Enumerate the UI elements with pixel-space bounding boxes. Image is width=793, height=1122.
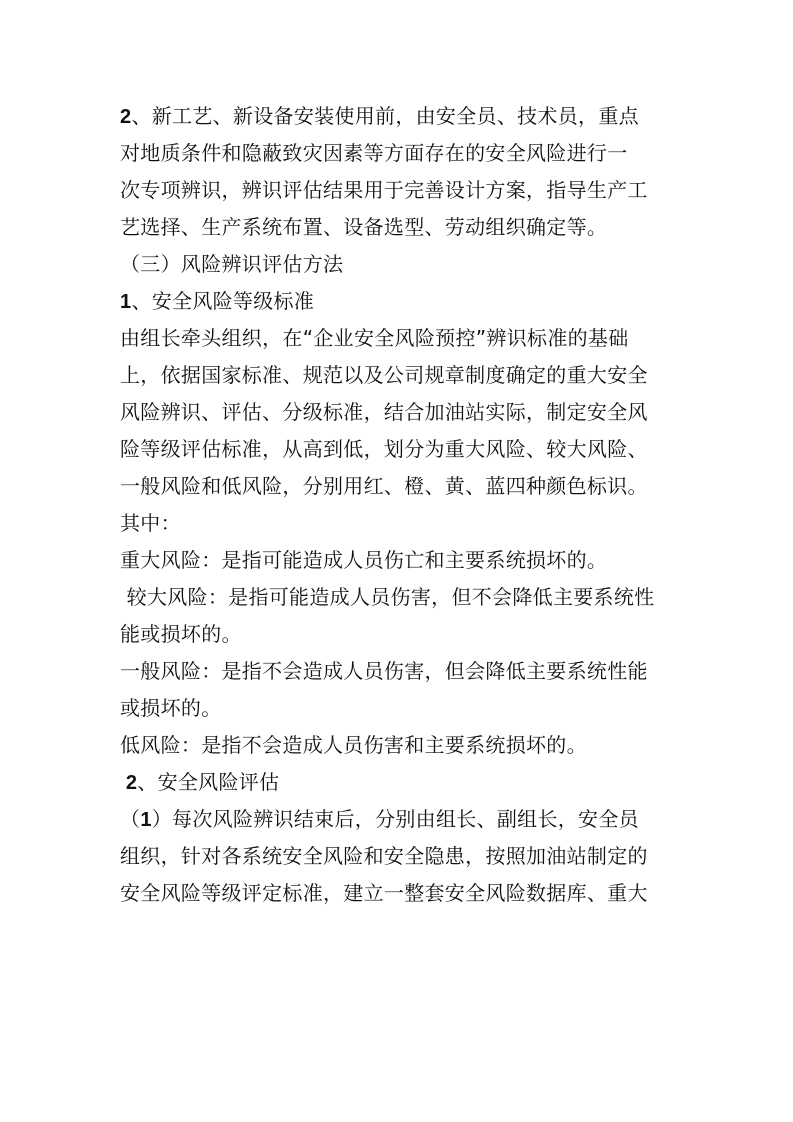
item-number: 2 <box>120 772 138 794</box>
item-number: 2 <box>120 106 132 128</box>
open-paren: （ <box>120 807 141 831</box>
text-line: 一般风险和低风险，分别用红、橙、黄、蓝四种颜色标识。 <box>120 474 648 498</box>
subheading-risk-level-standard <box>120 283 680 320</box>
text-line: 风险辨识、评估、分级标准，结合加油站实际，制定安全风 <box>120 400 648 424</box>
text-line <box>120 98 680 135</box>
text-line: 或损坏的。 <box>120 696 222 720</box>
text-line: 对地质条件和隐蔽致灾因素等方面存在的安全风险进行一 <box>120 141 628 165</box>
text-line: 次专项辨识，辨识评估结果用于完善设计方案，指导生产工 <box>120 178 648 202</box>
subheading-risk-assessment <box>120 764 680 801</box>
paragraph-general-risk <box>120 653 680 727</box>
text-line: 艺选择、生产系统布置、设备选型、劳动组织确定等。 <box>120 215 608 239</box>
text-line: 安全风险等级评定标准，建立一整套安全风险数据库、重大 <box>120 881 648 905</box>
section-heading-risk-methods <box>120 246 680 283</box>
line-text: ）每次风险辨识结束后，分别由组长、副组长，安全员 <box>151 807 639 831</box>
text-line: 能或损坏的。 <box>120 622 242 646</box>
paragraph-risk-standard-description <box>120 320 680 542</box>
text-line: 上，依据国家标准、规范以及公司规章制度确定的重大安全 <box>120 363 648 387</box>
paragraph-low-risk <box>120 727 680 764</box>
paragraph-major-risk <box>120 542 680 579</box>
item-number: 1 <box>140 809 152 831</box>
line-text: 、新工艺、新设备安装使用前，由安全员、技术员，重点 <box>131 104 639 128</box>
paragraph-new-process-equipment <box>120 98 680 246</box>
text-line: 险等级评估标准，从高到低，划分为重大风险、较大风险、 <box>120 437 648 461</box>
text-line: 由组长牵头组织，在“企业安全风险预控”辨识标准的基础 <box>120 326 629 350</box>
document-body <box>120 98 680 912</box>
text-line <box>120 801 680 838</box>
text-line <box>120 764 680 801</box>
paragraph-assessment-step-1 <box>120 801 680 912</box>
line-text: 、安全风险等级标准 <box>131 289 315 313</box>
text-line: 较大风险：是指可能造成人员伤害，但不会降低主要系统性 <box>120 585 655 609</box>
text-line: （三）风险辨识评估方法 <box>120 252 344 276</box>
text-line: 一般风险：是指不会造成人员伤害，但会降低主要系统性能 <box>120 659 648 683</box>
text-line: 组织，针对各系统安全风险和安全隐患，按照加油站制定的 <box>120 844 648 868</box>
text-line <box>120 283 680 320</box>
text-line: 低风险：是指不会造成人员伤害和主要系统损坏的。 <box>120 733 587 757</box>
item-number: 1 <box>120 291 132 313</box>
text-line: 重大风险：是指可能造成人员伤亡和主要系统损坏的。 <box>120 548 608 572</box>
paragraph-larger-risk <box>120 579 680 653</box>
line-text: 、安全风险评估 <box>137 770 280 794</box>
text-line: 其中： <box>120 511 181 535</box>
